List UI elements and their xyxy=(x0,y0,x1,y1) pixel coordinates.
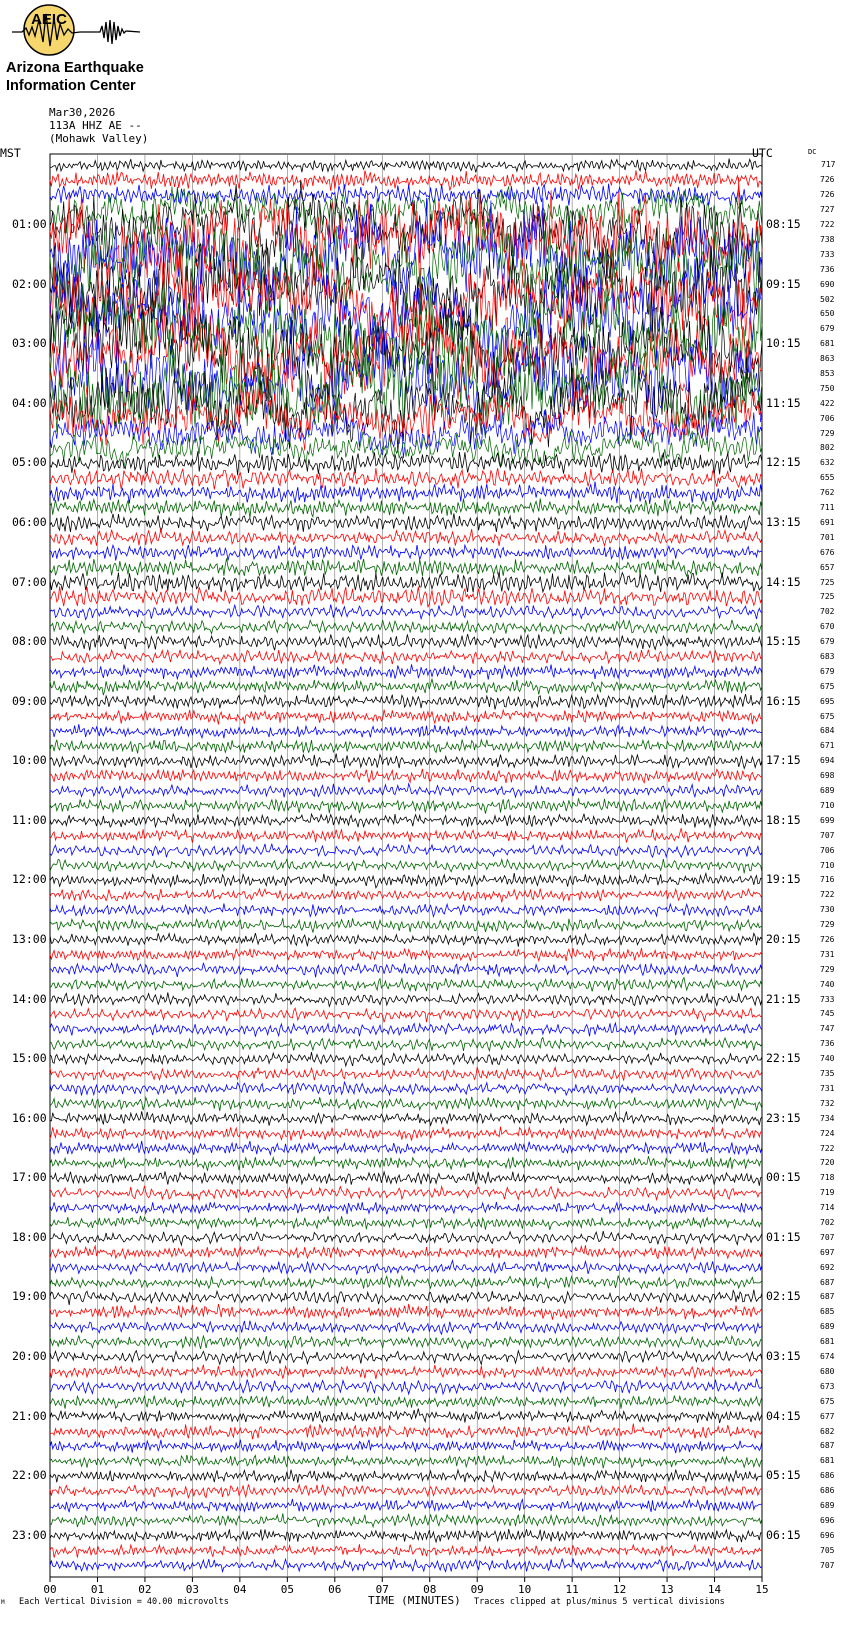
left-hour-label: 01:00 xyxy=(12,217,47,232)
right-hour-label: 19:15 xyxy=(766,872,801,887)
trace-row-28 xyxy=(50,572,762,592)
dc-offset-label: 706 xyxy=(820,413,835,423)
left-hour-label: 15:00 xyxy=(12,1051,47,1066)
dc-offset-label: 711 xyxy=(820,503,835,513)
trace-row-66 xyxy=(50,1141,762,1155)
scale-note: Each Vertical Division = 40.00 microvolts xyxy=(19,1597,229,1607)
right-hour-label: 11:15 xyxy=(766,395,801,410)
x-tick-label: 01 xyxy=(90,1583,105,1596)
right-hour-label: 17:15 xyxy=(766,753,801,768)
logo-abbr: AEIC xyxy=(31,11,67,28)
left-hour-label: 06:00 xyxy=(12,514,47,529)
dc-offset-label: 692 xyxy=(820,1262,835,1272)
right-hour-label: 14:15 xyxy=(766,574,801,589)
trace-row-70 xyxy=(50,1202,762,1214)
left-hour-label: 08:00 xyxy=(12,634,47,649)
trace-row-80 xyxy=(50,1351,762,1365)
dc-offset-label: 686 xyxy=(820,1486,835,1496)
left-hour-label: 16:00 xyxy=(12,1110,47,1125)
location-label: (Mohawk Valley) xyxy=(49,132,149,145)
trace-row-81 xyxy=(50,1365,762,1379)
dc-offset-label: 679 xyxy=(820,324,835,334)
trace-row-54 xyxy=(50,963,762,978)
dc-offset-label: 699 xyxy=(820,815,835,825)
dc-offset-label: 422 xyxy=(820,398,835,408)
x-tick-label: 09 xyxy=(470,1583,484,1596)
trace-row-76 xyxy=(50,1290,762,1305)
dc-offset-label: 722 xyxy=(820,220,835,230)
trace-row-58 xyxy=(50,1023,762,1037)
trace-row-89 xyxy=(50,1485,762,1498)
dc-offset-label: 675 xyxy=(820,1396,835,1406)
right-hour-label: 04:15 xyxy=(766,1408,801,1423)
trace-row-32 xyxy=(50,634,762,650)
left-hour-label: 04:00 xyxy=(12,395,47,410)
dc-offset-label: 722 xyxy=(820,1143,835,1153)
dc-offset-label: 733 xyxy=(820,249,835,259)
dc-offset-label: 684 xyxy=(820,726,835,736)
dc-offset-label: 726 xyxy=(820,190,835,200)
dc-offset-label: 670 xyxy=(820,622,835,632)
trace-row-91 xyxy=(50,1513,762,1527)
dc-offset-label: 707 xyxy=(820,1232,835,1242)
dc-offset-label: 724 xyxy=(820,1128,835,1138)
x-tick-label: 06 xyxy=(328,1583,342,1596)
trace-row-26 xyxy=(50,545,762,561)
dc-offset-label: 675 xyxy=(820,711,835,721)
trace-row-65 xyxy=(50,1127,762,1141)
dc-offset-label: 745 xyxy=(820,1009,835,1019)
dc-offset-label: 726 xyxy=(820,175,835,185)
trace-row-30 xyxy=(50,605,762,620)
clip-note: Traces clipped at plus/minus 5 vertical divisions xyxy=(474,1597,725,1607)
trace-row-87 xyxy=(50,1455,762,1469)
dc-offset-label: 679 xyxy=(820,666,835,676)
x-tick-label: 12 xyxy=(612,1583,627,1596)
dc-offset-label: 707 xyxy=(820,1560,835,1570)
trace-row-75 xyxy=(50,1276,762,1289)
logo-line1: Arizona Earthquake xyxy=(6,60,144,76)
dc-offset-label: 717 xyxy=(821,160,836,170)
dc-offset-label: 689 xyxy=(820,1322,835,1332)
x-tick-label: 08 xyxy=(423,1583,437,1596)
x-tick-label: 13 xyxy=(660,1583,674,1596)
dc-offset-label: 689 xyxy=(820,1500,835,1510)
dc-offset-label: 726 xyxy=(820,934,835,944)
dc-offset-label: 650 xyxy=(820,309,835,319)
trace-row-55 xyxy=(50,978,762,992)
x-tick-label: 04 xyxy=(233,1583,247,1596)
right-hour-label: 12:15 xyxy=(766,455,801,470)
dc-offset-label: 691 xyxy=(820,517,835,527)
left-tz-label: MST xyxy=(0,146,21,160)
x-tick-label: 14 xyxy=(707,1583,722,1596)
left-hour-label: 11:00 xyxy=(12,812,47,827)
trace-row-38 xyxy=(50,724,762,738)
dc-offset-label: 706 xyxy=(820,845,835,855)
trace-row-56 xyxy=(50,993,762,1007)
right-hour-label: 10:15 xyxy=(766,336,801,351)
trace-row-86 xyxy=(50,1440,762,1454)
right-hour-label: 08:15 xyxy=(766,217,801,232)
trace-row-0 xyxy=(50,159,762,173)
dc-offset-label: 695 xyxy=(820,696,835,706)
left-hour-label: 14:00 xyxy=(12,991,47,1006)
right-hour-label: 03:15 xyxy=(766,1349,801,1364)
right-hour-label: 01:15 xyxy=(766,1229,801,1244)
trace-row-22 xyxy=(50,482,762,505)
trace-row-25 xyxy=(50,528,762,545)
trace-row-2 xyxy=(50,184,762,206)
dc-offset-label: 502 xyxy=(820,294,835,304)
left-hour-label: 07:00 xyxy=(12,574,47,589)
right-hour-label: 09:15 xyxy=(766,276,801,291)
x-tick-label: 11 xyxy=(565,1583,579,1596)
dc-offset-label: 687 xyxy=(820,1441,835,1451)
dc-offset-label: 735 xyxy=(820,1069,835,1079)
dc-offset-label: 729 xyxy=(820,428,835,438)
dc-offset-label: 720 xyxy=(820,1158,835,1168)
dc-offset-label: 701 xyxy=(820,532,835,542)
dc-offset-label: 802 xyxy=(820,443,835,453)
dc-offset-label: 686 xyxy=(820,1471,835,1481)
trace-row-27 xyxy=(50,558,762,576)
trace-row-71 xyxy=(50,1216,762,1230)
dc-offset-label: 729 xyxy=(820,920,835,930)
right-hour-label: 18:15 xyxy=(766,812,801,827)
trace-row-50 xyxy=(50,904,762,917)
trace-row-60 xyxy=(50,1052,762,1066)
trace-row-1 xyxy=(50,170,762,190)
dc-offset-label: 731 xyxy=(820,1083,835,1093)
dc-offset-label: 681 xyxy=(820,1456,835,1466)
right-hour-label: 00:15 xyxy=(766,1170,801,1185)
trace-row-79 xyxy=(50,1335,762,1349)
left-hour-label: 12:00 xyxy=(12,872,47,887)
trace-row-64 xyxy=(50,1111,762,1125)
dc-offset-label: 681 xyxy=(820,339,835,349)
dc-offset-label: 762 xyxy=(820,488,835,498)
trace-row-72 xyxy=(50,1231,762,1245)
left-hour-label: 18:00 xyxy=(12,1229,47,1244)
dc-offset-label: 740 xyxy=(820,1054,835,1064)
trace-row-41 xyxy=(50,769,762,783)
x-tick-label: 10 xyxy=(518,1583,532,1596)
trace-row-18 xyxy=(50,410,762,458)
right-hour-label: 13:15 xyxy=(766,514,801,529)
dc-offset-label: 694 xyxy=(820,756,835,766)
trace-row-85 xyxy=(50,1424,762,1440)
x-axis-title: TIME (MINUTES) xyxy=(368,1594,461,1607)
trace-row-48 xyxy=(50,873,762,888)
dc-offset-label: 732 xyxy=(820,1098,835,1108)
trace-row-43 xyxy=(50,798,762,813)
dc-offset-label: 697 xyxy=(820,1247,835,1257)
dc-offset-label: 696 xyxy=(820,1515,835,1525)
right-hour-label: 22:15 xyxy=(766,1051,801,1066)
trace-row-62 xyxy=(50,1082,762,1095)
trace-row-68 xyxy=(50,1171,762,1185)
right-tz-label: UTC xyxy=(752,146,773,160)
dc-offset-label: 863 xyxy=(820,354,835,364)
dc-offset-label: 710 xyxy=(820,860,835,870)
dc-offset-label: 722 xyxy=(820,890,835,900)
dc-offset-label: 740 xyxy=(820,979,835,989)
right-hour-label: 20:15 xyxy=(766,931,801,946)
trace-row-52 xyxy=(50,933,762,947)
trace-row-51 xyxy=(50,918,762,932)
dc-offset-label: 710 xyxy=(820,800,835,810)
left-hour-label: 03:00 xyxy=(12,336,47,351)
trace-row-35 xyxy=(50,679,762,695)
trace-row-42 xyxy=(50,784,762,798)
dc-offset-label: 714 xyxy=(820,1203,835,1213)
left-hour-label: 05:00 xyxy=(12,455,47,470)
dc-offset-label: 718 xyxy=(820,1173,835,1183)
trace-row-82 xyxy=(50,1379,762,1394)
dc-offset-label: 727 xyxy=(820,205,835,215)
dc-offset-label: 685 xyxy=(820,1307,835,1317)
dc-offset-label: 673 xyxy=(820,1381,835,1391)
dc-offset-label: 719 xyxy=(820,1188,835,1198)
dc-offset-label: 736 xyxy=(820,1039,835,1049)
trace-row-34 xyxy=(50,664,762,679)
trace-row-24 xyxy=(50,514,762,533)
dc-offset-label: 679 xyxy=(820,637,835,647)
left-hour-label: 19:00 xyxy=(12,1289,47,1304)
dc-offset-label: 705 xyxy=(820,1545,835,1555)
dc-offset-label: 682 xyxy=(820,1426,835,1436)
corner-mark: M xyxy=(1,1599,5,1606)
left-hour-label: 21:00 xyxy=(12,1408,47,1423)
left-hour-label: 10:00 xyxy=(12,753,47,768)
dc-offset-label: 683 xyxy=(820,651,835,661)
trace-row-90 xyxy=(50,1499,762,1512)
dc-offset-label: 736 xyxy=(820,264,835,274)
dc-offset-label: 676 xyxy=(820,547,835,557)
dc-offset-label: 687 xyxy=(820,1292,835,1302)
dc-offset-label: 687 xyxy=(820,1277,835,1287)
left-hour-label: 20:00 xyxy=(12,1349,47,1364)
x-tick-label: 05 xyxy=(280,1583,294,1596)
right-hour-label: 06:15 xyxy=(766,1527,801,1542)
dc-offset-label: 689 xyxy=(820,786,835,796)
trace-row-37 xyxy=(50,710,762,725)
trace-row-33 xyxy=(50,650,762,664)
left-hour-label: 22:00 xyxy=(12,1468,47,1483)
trace-row-36 xyxy=(50,694,762,709)
dc-offset-label: 725 xyxy=(820,577,835,587)
trace-row-45 xyxy=(50,828,762,843)
dc-offset-label: 729 xyxy=(820,964,835,974)
dc-offset-label: 675 xyxy=(820,681,835,691)
trace-row-44 xyxy=(50,814,762,828)
dc-offset-label: 671 xyxy=(820,741,835,751)
trace-row-67 xyxy=(50,1156,762,1171)
trace-row-61 xyxy=(50,1067,762,1081)
trace-row-40 xyxy=(50,754,762,769)
trace-row-74 xyxy=(50,1261,762,1275)
trace-row-23 xyxy=(50,498,762,518)
left-hour-label: 02:00 xyxy=(12,276,47,291)
left-hour-label: 23:00 xyxy=(12,1527,47,1542)
x-tick-label: 02 xyxy=(138,1583,152,1596)
right-hour-label: 15:15 xyxy=(766,634,801,649)
trace-row-69 xyxy=(50,1186,762,1200)
right-hour-label: 16:15 xyxy=(766,693,801,708)
dc-offset-label: 632 xyxy=(820,458,835,468)
trace-row-21 xyxy=(50,468,762,489)
right-hour-label: 21:15 xyxy=(766,991,801,1006)
dc-offset-label: 677 xyxy=(820,1411,835,1421)
right-hour-label: 05:15 xyxy=(766,1468,801,1483)
left-hour-label: 17:00 xyxy=(12,1170,47,1185)
left-hour-label: 09:00 xyxy=(12,693,47,708)
trace-row-78 xyxy=(50,1321,762,1335)
station-label: 113A HHZ AE -- xyxy=(49,119,142,132)
dc-offset-label: 716 xyxy=(820,875,835,885)
dc-offset-label: 853 xyxy=(820,368,835,378)
dc-offset-label: 731 xyxy=(820,949,835,959)
dc-offset-label: 696 xyxy=(820,1530,835,1540)
x-tick-label: 03 xyxy=(185,1583,200,1596)
dc-offset-label: 690 xyxy=(820,279,835,289)
dc-offset-label: 702 xyxy=(820,1217,835,1227)
dc-offset-label: 674 xyxy=(820,1352,835,1362)
trace-row-39 xyxy=(50,740,762,754)
dc-offset-label: 734 xyxy=(820,1113,835,1123)
dc-offset-label: 730 xyxy=(820,905,835,915)
dc-offset-label: 698 xyxy=(820,771,835,781)
dc-offset-label: 681 xyxy=(820,1337,835,1347)
x-tick-label: 15 xyxy=(755,1583,769,1596)
trace-row-77 xyxy=(50,1304,762,1320)
dc-offset-label: 657 xyxy=(820,562,835,572)
trace-row-63 xyxy=(50,1097,762,1111)
trace-row-92 xyxy=(50,1529,762,1542)
dc-offset-label: 733 xyxy=(820,994,835,1004)
trace-row-84 xyxy=(50,1409,762,1423)
dc-label: DC xyxy=(808,148,817,156)
trace-row-47 xyxy=(50,859,762,874)
x-tick-label: 07 xyxy=(375,1583,389,1596)
dc-offset-label: 655 xyxy=(820,473,835,483)
trace-row-73 xyxy=(50,1245,762,1259)
right-hour-label: 23:15 xyxy=(766,1110,801,1125)
dc-offset-label: 725 xyxy=(820,592,835,602)
trace-row-94 xyxy=(50,1559,762,1572)
trace-row-93 xyxy=(50,1544,762,1557)
trace-row-57 xyxy=(50,1008,762,1022)
dc-offset-label: 702 xyxy=(820,607,835,617)
logo-line2: Information Center xyxy=(6,78,136,94)
trace-row-53 xyxy=(50,948,762,961)
trace-row-31 xyxy=(50,620,762,634)
trace-row-83 xyxy=(50,1396,762,1409)
x-tick-label: 00 xyxy=(43,1583,57,1596)
dc-offset-label: 738 xyxy=(820,234,835,244)
trace-row-59 xyxy=(50,1038,762,1051)
dc-offset-label: 750 xyxy=(820,383,835,393)
dc-offset-label: 680 xyxy=(820,1366,835,1376)
dc-offset-label: 747 xyxy=(820,1024,835,1034)
dc-offset-label: 707 xyxy=(820,830,835,840)
trace-row-49 xyxy=(50,889,762,903)
trace-row-88 xyxy=(50,1470,762,1483)
right-hour-label: 02:15 xyxy=(766,1289,801,1304)
left-hour-label: 13:00 xyxy=(12,931,47,946)
date-label: Mar30,2026 xyxy=(49,106,116,119)
trace-row-46 xyxy=(50,844,762,858)
